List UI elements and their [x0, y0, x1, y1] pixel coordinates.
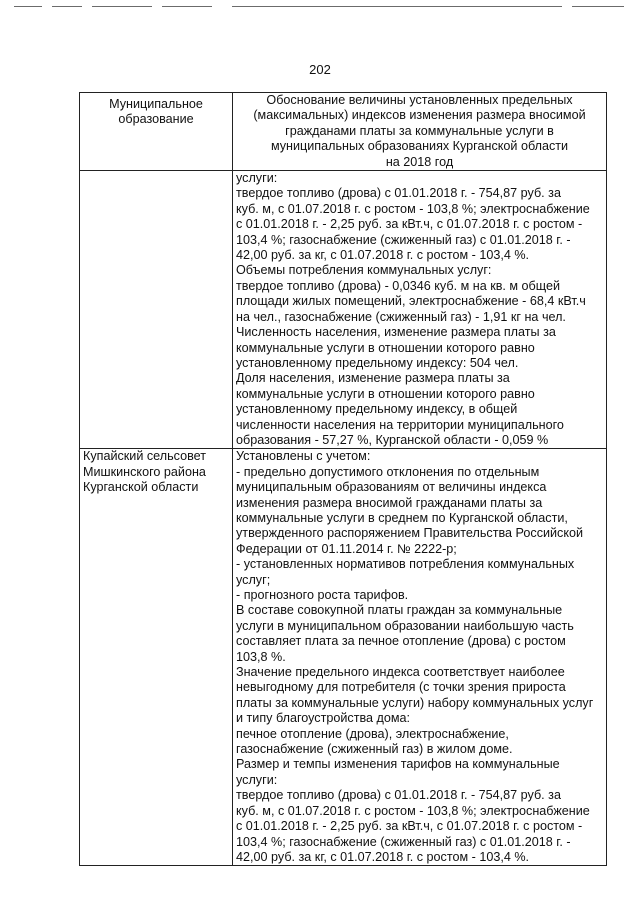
- text-line: твердое топливо (дрова) с 01.01.2018 г. - 754,87 руб. за: [236, 186, 561, 201]
- text-line: 103,4 %; газоснабжение (сжиженный газ) с 01.01.2018 г. -: [236, 232, 571, 247]
- text-line: 103,4 %; газоснабжение (сжиженный газ) с 01.01.2018 г. -: [236, 834, 571, 849]
- text-line: твердое топливо (дрова) с 01.01.2018 г. - 754,87 руб. за: [236, 788, 561, 803]
- text-line: платы за коммунальные услуги) набору коммунальных услуг: [236, 695, 594, 710]
- text-line: - предельно допустимого отклонения по отдельным: [236, 464, 540, 479]
- header-text-line: (максимальных) индексов изменения размера вносимой: [253, 108, 586, 123]
- text-line: печное отопление (дрова), электроснабжение,: [236, 726, 509, 741]
- municipality-name-line: Мишкинского района: [83, 464, 206, 479]
- table-header-row: [80, 93, 607, 171]
- justification-cell: [233, 449, 607, 866]
- text-line: невыгодному для потребителя (с точки зрения прироста: [236, 680, 566, 695]
- header-justification: [233, 93, 607, 171]
- table-row: [80, 449, 607, 866]
- text-line: и типу благоустройства дома:: [236, 711, 411, 726]
- text-line: - прогнозного роста тарифов.: [236, 588, 409, 602]
- justification-cell: [233, 171, 607, 449]
- text-line: - установленных нормативов потребления коммунальных: [236, 557, 575, 572]
- text-line: Федерации от 01.11.2014 г. № 2222-р;: [236, 541, 457, 556]
- text-line: образования - 57,27 %, Курганской области - 0,059 %: [236, 432, 549, 447]
- page-number: 202: [309, 62, 331, 77]
- text-line: услуги в муниципальном образовании наибольшую часть: [236, 618, 574, 633]
- text-line: Доля населения, изменение размера платы за: [236, 371, 510, 386]
- text-line: 103,8 %.: [236, 649, 286, 664]
- text-line: куб. м, с 01.07.2018 г. с ростом - 103,8 %; электроснабжение: [236, 201, 590, 216]
- text-line: численности населения на территории муниципального: [236, 417, 564, 432]
- header-text-line: гражданами платы за коммунальные услуги в: [285, 123, 554, 138]
- text-line: газоснабжение (сжиженный газ) в жилом доме.: [236, 742, 513, 757]
- text-line: на чел., газоснабжение (сжиженный газ) - 1,91 кг на чел.: [236, 309, 566, 324]
- municipality-name-line: Купайский сельсовет: [83, 449, 207, 464]
- text-line: куб. м, с 01.07.2018 г. с ростом - 103,8 %; электроснабжение: [236, 803, 590, 818]
- text-line: 42,00 руб. за кг, с 01.07.2018 г. с ростом - 103,4 %.: [236, 248, 530, 263]
- text-line: услуг;: [236, 572, 271, 587]
- text-line: Значение предельного индекса соответствует наиболее: [236, 665, 565, 680]
- text-line: 42,00 руб. за кг, с 01.07.2018 г. с ростом - 103,4 %.: [236, 849, 530, 864]
- text-line: услуги:: [236, 171, 278, 186]
- municipality-name-line: Курганской области: [83, 480, 199, 495]
- text-line: В составе совокупной платы граждан за коммунальные: [236, 603, 563, 618]
- text-line: коммунальные услуги в отношении которого равно: [236, 386, 535, 401]
- header-municipality: [80, 93, 233, 171]
- header-text-line: на 2018 год: [385, 154, 454, 169]
- text-line: муниципальным образованиям от величины индекса: [236, 480, 547, 495]
- text-line: площади жилых помещений, электроснабжение - 68,4 кВт.ч: [236, 294, 586, 309]
- text-line: установленному предельному индексу, в общей: [236, 402, 518, 417]
- text-line: изменения размера вносимой гражданами платы за: [236, 495, 543, 510]
- header-text-line: Муниципальное: [109, 97, 203, 111]
- text-line: Объемы потребления коммунальных услуг:: [236, 263, 492, 278]
- text-line: коммунальные услуги в среднем по Курганской области,: [236, 510, 568, 525]
- text-line: коммунальные услуги в отношении которого равно: [236, 340, 535, 355]
- text-line: твердое топливо (дрова) - 0,0346 куб. м на кв. м общей: [236, 278, 561, 293]
- text-line: услуги:: [236, 772, 278, 787]
- text-line: Численность населения, изменение размера платы за: [236, 325, 556, 340]
- header-text-line: Обоснование величины установленных предельных: [266, 93, 573, 107]
- header-text-line: образование: [118, 112, 194, 127]
- text-line: утвержденного распоряжением Правительства Российской: [236, 526, 584, 541]
- text-line: Установлены с учетом:: [236, 449, 371, 464]
- municipality-cell: [80, 449, 233, 866]
- table-row: [80, 171, 607, 449]
- scan-top-edge: [0, 6, 640, 8]
- text-line: составляет плата за печное отопление (дрова) с ростом: [236, 634, 566, 649]
- municipality-cell: [80, 171, 233, 449]
- text-line: с 01.01.2018 г. - 2,25 руб. за кВт.ч, с 01.07.2018 г. с ростом -: [236, 217, 583, 232]
- text-line: с 01.01.2018 г. - 2,25 руб. за кВт.ч, с 01.07.2018 г. с ростом -: [236, 819, 583, 834]
- text-line: Размер и темпы изменения тарифов на коммунальные: [236, 757, 560, 772]
- tariff-justification-table: [79, 92, 607, 866]
- header-text-line: муниципальных образованиях Курганской области: [270, 139, 569, 154]
- text-line: установленному предельному индексу: 504 чел.: [236, 355, 519, 370]
